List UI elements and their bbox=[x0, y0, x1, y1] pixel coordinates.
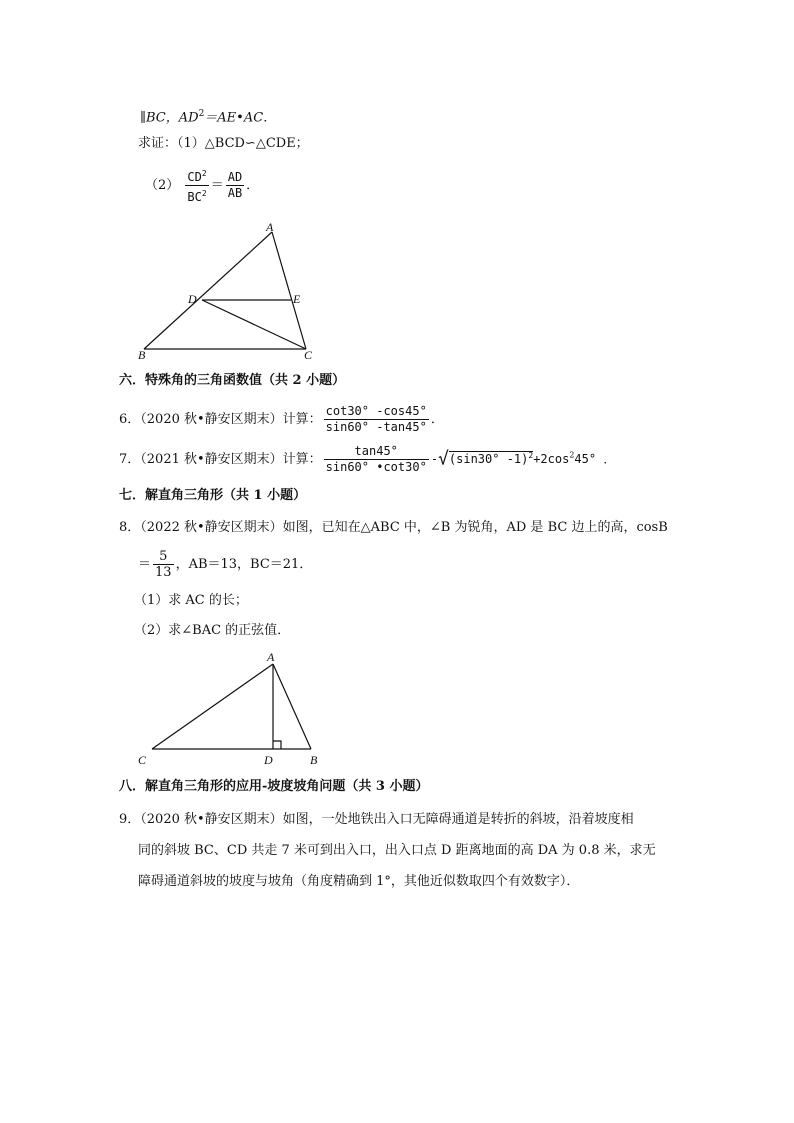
q9-line-3: 障碍通道斜坡的坡度与坡角（角度精确到 1°，其他近似数取四个有效数字）． bbox=[138, 874, 580, 889]
question-7 bbox=[119, 444, 615, 475]
fig2-label-d: D bbox=[264, 753, 273, 767]
proof2-end: ． bbox=[246, 178, 260, 193]
fig1-label-c: C bbox=[304, 348, 313, 362]
q6-den: sin60° -tan45° bbox=[325, 420, 427, 434]
q7-den: sin60° •cot30° bbox=[325, 460, 427, 474]
section-7-title: 七．解直角三角形（共 1 小题） bbox=[119, 488, 307, 503]
fig2-label-a: A bbox=[267, 650, 275, 664]
q8-line-1: 8．（2022 秋•静安区期末）如图，已知在△ABC 中，∠B 为锐角，AD 是 BC 边上的高，cosB bbox=[119, 520, 668, 535]
q7-fraction bbox=[324, 444, 429, 475]
q8-sub-2: （2）求∠BAC 的正弦值． bbox=[134, 623, 291, 638]
q7-prefix: 7．（2021 秋•静安区期末）计算： bbox=[119, 452, 322, 467]
proof2-den: BC bbox=[187, 190, 202, 204]
condition-line bbox=[140, 105, 276, 127]
section-8-title: 八．解直角三角形的应用-坡度坡角问题（共 3 小题） bbox=[119, 779, 429, 794]
triangle-figure-2 bbox=[130, 645, 330, 770]
q6-end: ． bbox=[430, 412, 444, 427]
fig2-label-c: C bbox=[138, 753, 147, 767]
proof2-num2: AD bbox=[227, 170, 243, 184]
q8-line-2 bbox=[138, 549, 312, 580]
q7-minus: - bbox=[430, 452, 439, 466]
q6-fraction bbox=[324, 404, 429, 435]
q8-eq: ＝ bbox=[138, 557, 152, 572]
fig2-label-b: B bbox=[310, 753, 318, 767]
q7-tail: 45° ． bbox=[574, 452, 616, 466]
proof2-den2: AB bbox=[227, 186, 243, 200]
fig1-label-d: D bbox=[188, 292, 197, 306]
q7-rad-sup: 2 bbox=[528, 451, 534, 460]
q8-sub-1: （1）求 AC 的长； bbox=[134, 593, 248, 608]
fig1-label-e: E bbox=[293, 292, 301, 306]
sqrt-icon: √ bbox=[438, 448, 449, 470]
proof2-fraction-2 bbox=[226, 170, 244, 201]
q9-line-1: 9．（2020 秋•静安区期末）如图，一处地铁出入口无障碍通道是转折的斜坡，沿着坡度相 bbox=[119, 812, 634, 827]
section-6-title: 六．特殊角的三角函数值（共 2 小题） bbox=[119, 373, 346, 388]
q8-den: 13 bbox=[155, 565, 172, 580]
q6-prefix: 6．（2020 秋•静安区期末）计算： bbox=[119, 412, 322, 427]
q7-plus: +2cos bbox=[533, 452, 570, 466]
q6-num: cot30° -cos45° bbox=[325, 404, 427, 418]
q8-fraction bbox=[153, 549, 174, 580]
proof-line-2 bbox=[145, 166, 259, 205]
q8-num: 5 bbox=[153, 549, 174, 565]
q7-plus-sup: 2 bbox=[569, 450, 575, 460]
q7-rad: (sin30° -1) bbox=[448, 452, 529, 466]
triangle-figure-1 bbox=[130, 220, 330, 365]
proof2-eq: ＝ bbox=[210, 178, 224, 193]
proof2-label: （2） bbox=[145, 178, 180, 193]
proof-line-1: 求证：（1）△BCD∽△CDE； bbox=[138, 136, 309, 151]
condition-parallel: ∥BC，AD bbox=[140, 110, 199, 126]
proof2-den-sup: 2 bbox=[201, 189, 207, 198]
fig1-label-b: B bbox=[138, 348, 146, 362]
condition-sup: 2 bbox=[198, 109, 205, 119]
q8-rest: ，AB＝13，BC＝21． bbox=[175, 557, 313, 572]
proof2-fraction-1 bbox=[185, 166, 208, 205]
proof2-num: CD bbox=[187, 170, 202, 184]
proof2-num-sup: 2 bbox=[201, 169, 207, 178]
fig1-label-a: A bbox=[266, 220, 274, 234]
q7-num: tan45° bbox=[324, 444, 429, 460]
condition-rest: ＝AE•AC． bbox=[204, 110, 277, 126]
q9-line-2: 同的斜坡 BC、CD 共走 7 米可到出入口，出入口点 D 距离地面的高 DA 为 0.8 米，求无 bbox=[138, 843, 656, 858]
q7-radicand bbox=[449, 451, 533, 466]
question-6 bbox=[119, 404, 444, 435]
